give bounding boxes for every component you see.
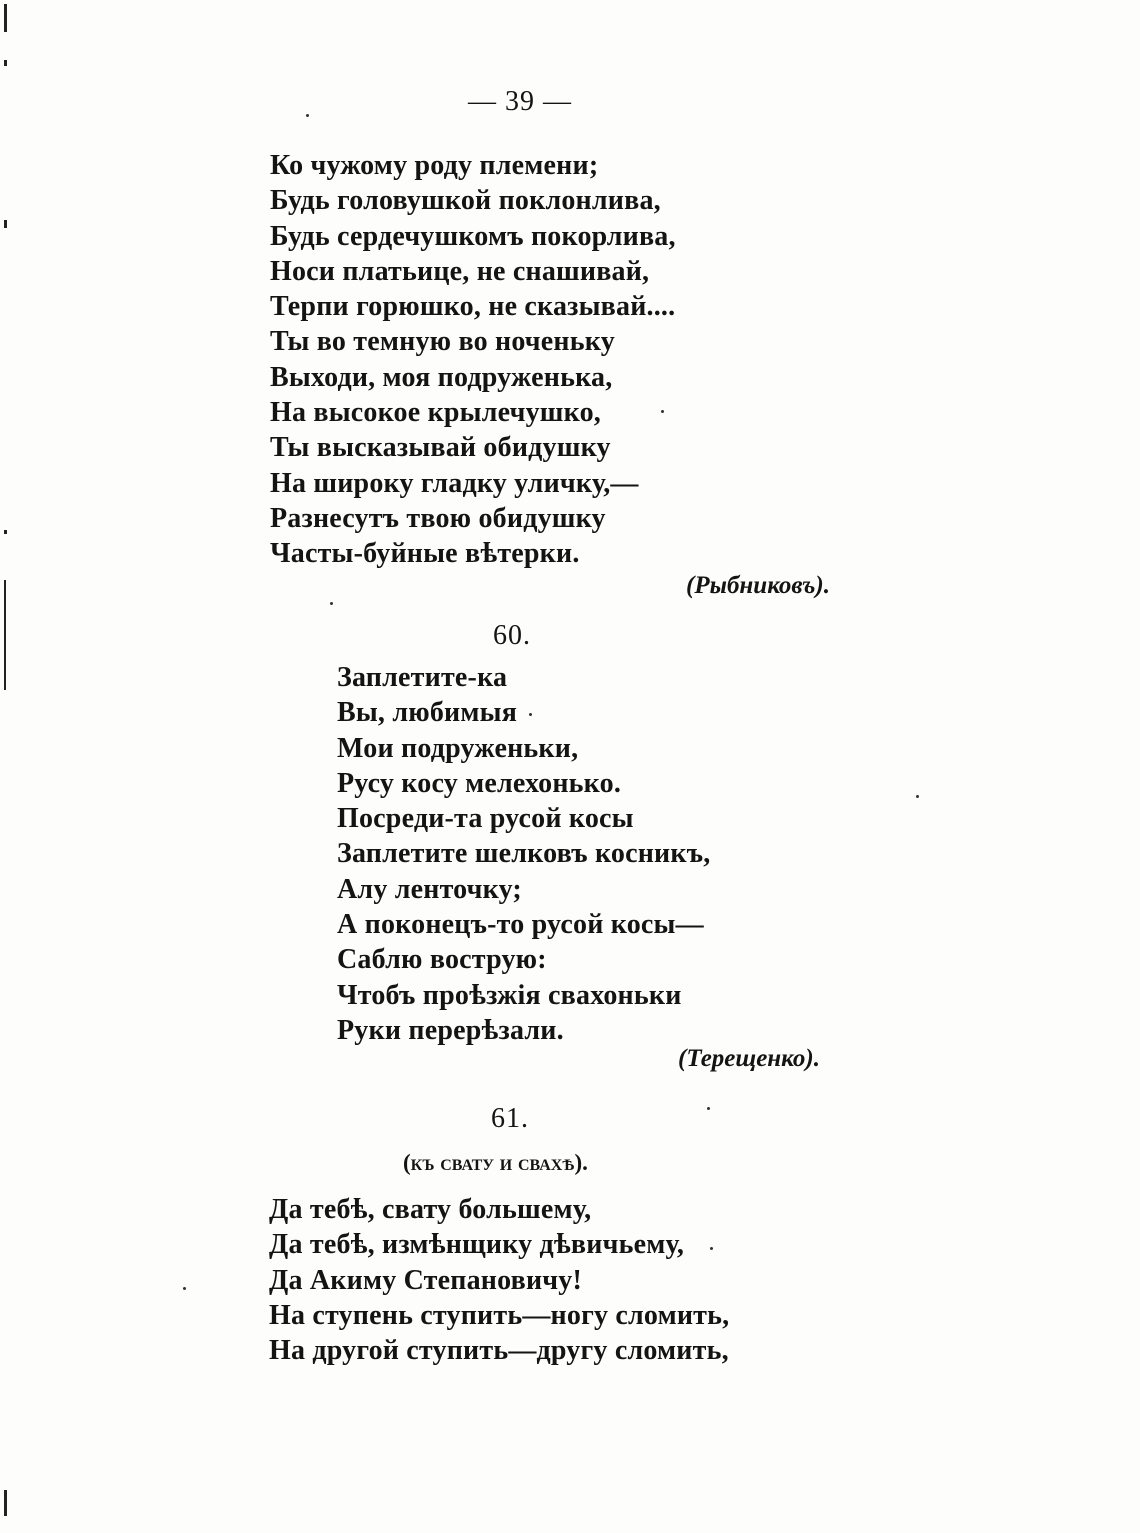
poem-line: Терпи горюшко, не сказывай....	[270, 291, 676, 323]
scan-mark	[4, 580, 6, 690]
poem-line: Разнесутъ твою обидушку	[270, 502, 606, 534]
section-number: 60.	[493, 620, 531, 651]
scan-mark	[4, 4, 7, 32]
poem-line: Ты высказывай обидушку	[270, 432, 611, 464]
poem-line: Будь головушкой поклонлива,	[270, 185, 661, 217]
scan-speck	[330, 602, 333, 605]
page-number: — 39 —	[468, 86, 572, 117]
scan-speck	[916, 795, 919, 798]
poem-line: Посреди-та русой косы	[337, 803, 634, 835]
scan-edge-artifact	[0, 0, 14, 1533]
poem-line: Алу ленточку;	[337, 873, 522, 905]
scan-mark	[4, 1490, 7, 1516]
poem-line: Ко чужому роду племени;	[270, 150, 599, 181]
scan-mark	[4, 530, 7, 534]
poem-line: Носи платьице, не снашивай,	[270, 255, 650, 287]
poem-line: Саблю вострую:	[337, 944, 547, 976]
poem-line: Заплетите шелковъ косникъ,	[337, 838, 711, 870]
section-number: 61.	[491, 1103, 529, 1134]
poem-line: Ты во темную во ноченьку	[270, 326, 615, 358]
scan-speck	[707, 1107, 710, 1110]
poem-line: А поконецъ-то русой косы—	[337, 909, 704, 941]
poem-line: Заплетите-ка	[337, 662, 508, 693]
scan-mark	[4, 60, 7, 66]
song-61	[269, 1192, 729, 1368]
poem-line: Да тебѣ, измѣнщику дѣвичьему,	[269, 1229, 685, 1261]
song-60	[337, 660, 710, 1048]
attribution: (Рыбниковъ).	[686, 572, 831, 599]
poem-line: Мои подруженьки,	[337, 732, 579, 764]
poem-line: Чтобъ проѣзжія свахоньки	[337, 979, 682, 1011]
poem-line: Часты-буйные вѣтерки.	[270, 538, 580, 570]
section-subtitle: (къ свату и свахѣ).	[403, 1150, 588, 1175]
poem-line: Руки перерѣзали.	[337, 1014, 564, 1046]
poem-line: Да Акиму Степановичу!	[269, 1264, 582, 1296]
attribution: (Терещенко).	[678, 1045, 820, 1072]
poem-line: На высокое крылечушко,	[270, 397, 601, 429]
poem-line: Выходи, моя подруженька,	[270, 361, 613, 393]
poem-line: На ступень ступить—ногу сломить,	[269, 1299, 730, 1331]
poem-line: На другой ступить—другу сломить,	[269, 1335, 729, 1367]
poem-line: Русу косу мелехонько.	[337, 767, 622, 799]
poem-line: На широку гладку уличку,—	[270, 467, 639, 499]
scan-mark	[4, 220, 7, 228]
poem-continued	[270, 148, 676, 572]
poem-line: Вы, любимыя	[337, 697, 518, 729]
poem-line: Да тебѣ, свату большему,	[269, 1194, 592, 1225]
scan-speck	[183, 1287, 186, 1290]
poem-line: Будь сердечушкомъ покорлива,	[270, 220, 676, 252]
